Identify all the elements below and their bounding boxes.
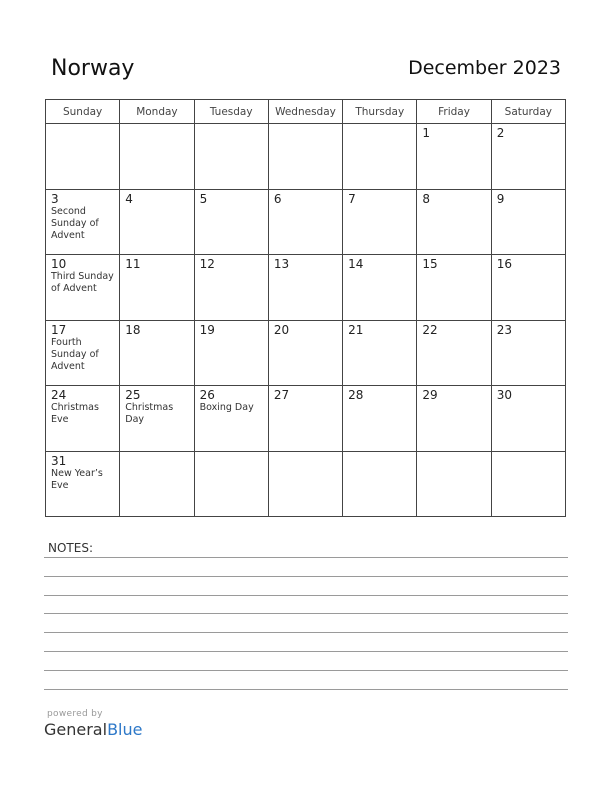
day-number: 3 bbox=[51, 191, 59, 206]
calendar-day-cell bbox=[343, 386, 417, 452]
calendar-day-cell bbox=[417, 451, 491, 517]
day-number: 27 bbox=[273, 388, 290, 402]
weekday-header: Monday bbox=[120, 100, 194, 124]
day-number: 29 bbox=[422, 388, 438, 402]
calendar-week-row bbox=[46, 386, 566, 452]
calendar-day-cell bbox=[120, 189, 194, 255]
holiday-label: Christmas Day bbox=[125, 402, 174, 425]
brand-logo-part2: Blue bbox=[107, 720, 143, 739]
calendar-day-cell bbox=[120, 451, 194, 517]
calendar-day-cell bbox=[417, 386, 491, 452]
calendar-day-cell bbox=[268, 124, 342, 190]
day-number: 6 bbox=[273, 191, 282, 206]
notes-line bbox=[44, 613, 568, 614]
notes-label: NOTES: bbox=[48, 541, 93, 555]
calendar-grid bbox=[45, 99, 566, 517]
calendar-day-cell bbox=[343, 189, 417, 255]
weekday-header-row bbox=[46, 100, 566, 124]
notes-line bbox=[44, 689, 568, 690]
day-number: 24 bbox=[51, 388, 67, 402]
calendar-day-cell bbox=[194, 189, 268, 255]
notes-line bbox=[44, 670, 568, 671]
day-number: 31 bbox=[51, 453, 67, 468]
day-number: 23 bbox=[496, 322, 512, 337]
notes-line bbox=[44, 632, 568, 633]
day-number: 10 bbox=[51, 257, 67, 271]
calendar-day-cell bbox=[417, 320, 491, 386]
powered-by-text: powered by bbox=[47, 709, 103, 719]
day-number: 4 bbox=[125, 191, 133, 206]
holiday-label: Second Sunday of Advent bbox=[51, 205, 99, 241]
calendar-day-cell bbox=[343, 451, 417, 517]
calendar-day-cell bbox=[491, 451, 565, 517]
calendar-day-cell bbox=[194, 320, 268, 386]
calendar-day-cell bbox=[491, 320, 565, 386]
month-year-title: December 2023 bbox=[408, 57, 561, 79]
day-number: 7 bbox=[348, 191, 356, 206]
day-number: 28 bbox=[348, 388, 364, 402]
calendar-day-cell bbox=[120, 124, 194, 190]
calendar-day-cell bbox=[491, 255, 565, 321]
calendar-day-cell bbox=[120, 255, 194, 321]
day-number: 21 bbox=[348, 322, 364, 337]
brand-logo bbox=[44, 720, 142, 739]
calendar-day-cell bbox=[268, 255, 342, 321]
calendar-day-cell bbox=[417, 255, 491, 321]
calendar-day-cell bbox=[194, 255, 268, 321]
calendar-week-row bbox=[46, 255, 566, 321]
calendar-day-cell bbox=[417, 189, 491, 255]
day-number: 25 bbox=[125, 388, 141, 402]
calendar-day-cell bbox=[417, 124, 491, 190]
day-number: 20 bbox=[273, 322, 290, 337]
calendar-day-cell bbox=[343, 255, 417, 321]
holiday-label: New Year’s Eve bbox=[51, 467, 103, 491]
holiday-label: Third Sunday of Advent bbox=[51, 271, 114, 294]
calendar-week-row bbox=[46, 320, 566, 386]
weekday-header: Thursday bbox=[343, 100, 417, 124]
day-number: 17 bbox=[51, 322, 67, 337]
page-title-country: Norway bbox=[51, 56, 135, 81]
calendar-day-cell bbox=[46, 386, 120, 452]
notes-line bbox=[44, 651, 568, 652]
calendar-day-cell bbox=[194, 451, 268, 517]
day-number: 22 bbox=[422, 322, 438, 337]
day-number: 16 bbox=[496, 257, 512, 271]
notes-line bbox=[44, 576, 568, 577]
weekday-header: Friday bbox=[417, 100, 491, 124]
day-number: 14 bbox=[348, 257, 364, 271]
calendar-week-row bbox=[46, 451, 566, 517]
day-number: 13 bbox=[273, 257, 290, 271]
calendar-day-cell bbox=[343, 124, 417, 190]
notes-line bbox=[44, 595, 568, 596]
day-number: 11 bbox=[125, 257, 141, 271]
holiday-label: Boxing Day bbox=[199, 402, 254, 413]
calendar-day-cell bbox=[268, 451, 342, 517]
day-number: 1 bbox=[422, 126, 431, 140]
calendar-day-cell bbox=[46, 124, 120, 190]
day-number: 9 bbox=[496, 191, 505, 206]
weekday-header: Tuesday bbox=[194, 100, 268, 124]
day-number: 5 bbox=[199, 191, 208, 206]
day-number: 19 bbox=[199, 322, 215, 337]
day-number: 15 bbox=[422, 257, 438, 271]
weekday-header: Sunday bbox=[46, 100, 120, 124]
calendar-week-row bbox=[46, 124, 566, 190]
calendar-day-cell bbox=[268, 386, 342, 452]
holiday-label: Fourth Sunday of Advent bbox=[51, 336, 99, 372]
calendar-day-cell bbox=[268, 189, 342, 255]
holiday-label: Christmas Eve bbox=[51, 402, 99, 425]
calendar-day-cell bbox=[491, 386, 565, 452]
calendar-day-cell bbox=[46, 451, 120, 517]
calendar-day-cell bbox=[491, 189, 565, 255]
calendar-day-cell bbox=[120, 386, 194, 452]
calendar-day-cell bbox=[268, 320, 342, 386]
weekday-header: Wednesday bbox=[268, 100, 342, 124]
calendar-day-cell bbox=[46, 189, 120, 255]
day-number: 8 bbox=[422, 191, 431, 206]
calendar-day-cell bbox=[491, 124, 565, 190]
weekday-header: Saturday bbox=[491, 100, 565, 124]
day-number: 26 bbox=[199, 388, 215, 402]
calendar-week-row bbox=[46, 189, 566, 255]
calendar-day-cell bbox=[194, 124, 268, 190]
day-number: 2 bbox=[496, 126, 505, 140]
day-number: 30 bbox=[496, 388, 512, 402]
calendar-day-cell bbox=[120, 320, 194, 386]
calendar-day-cell bbox=[46, 320, 120, 386]
calendar-day-cell bbox=[343, 320, 417, 386]
brand-logo-part1: General bbox=[44, 720, 108, 739]
calendar-day-cell bbox=[46, 255, 120, 321]
day-number: 12 bbox=[199, 257, 215, 271]
day-number: 18 bbox=[125, 322, 141, 337]
notes-line bbox=[44, 557, 568, 558]
calendar-day-cell bbox=[194, 386, 268, 452]
